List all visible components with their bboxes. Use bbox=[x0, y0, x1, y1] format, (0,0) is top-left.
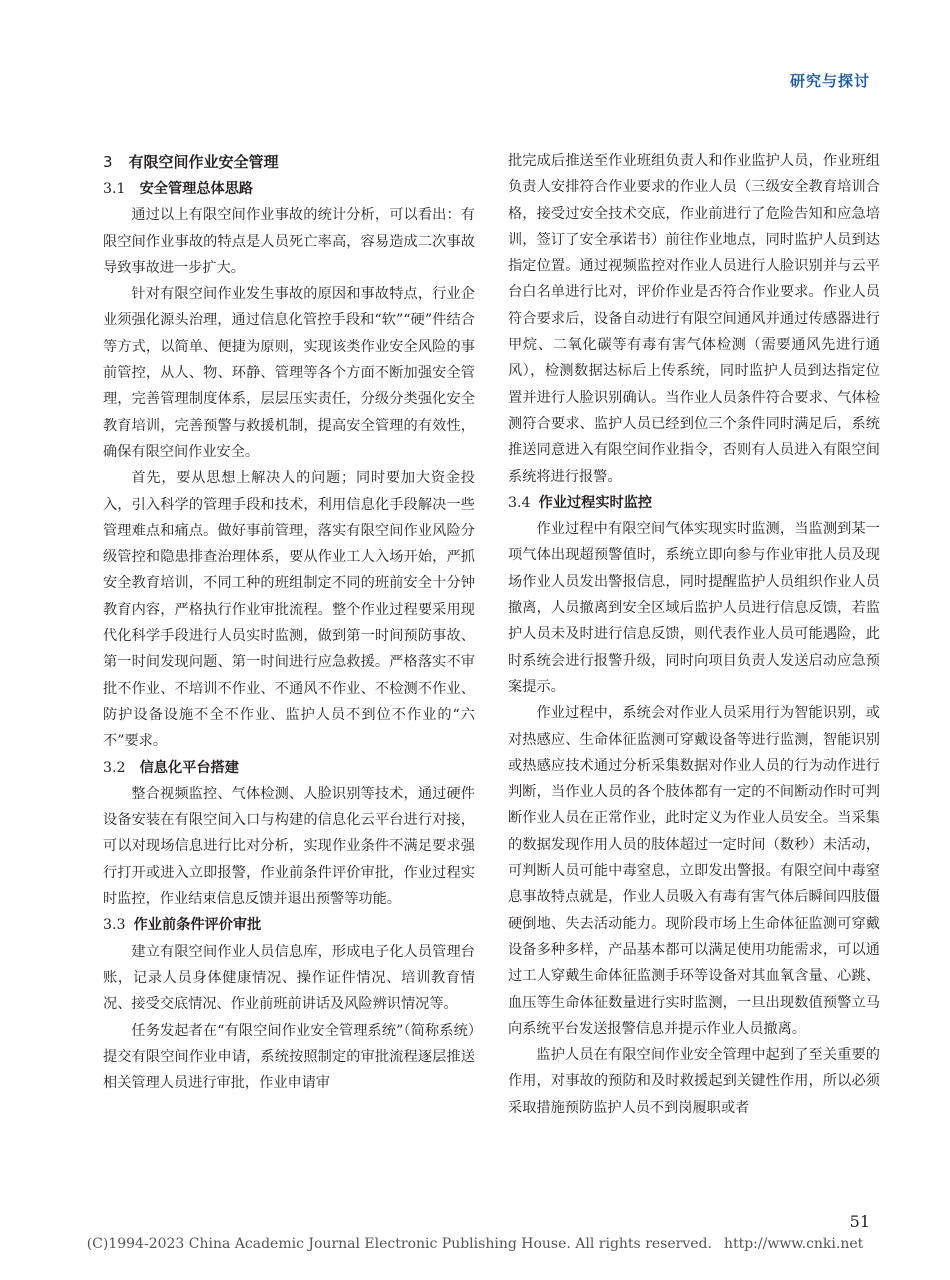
paragraph: 任务发起者在“有限空间作业安全管理系统”（简称系统）提交有限空间作业申请，系统按照制定的审批流程逐层推送相关管理人员进行审批，作业申请审 bbox=[103, 1022, 475, 1092]
subsection-number: 3.3 bbox=[103, 917, 126, 934]
paragraph: 作业过程中有限空间气体实现实时监测，当监测到某一项气体出现超预警值时，系统立即向参与作业审批人员及现场作业人员发出警报信息，同时提醒监护人员组织作业人员撤离，人员撤离到安全区域后监护人员进行信息反馈，若监护人员未及时进行信息反馈，则代表作业人员可能遇险，此时系统会进行报警升级，同时向项目负责人发送启动应急预案提示。 bbox=[508, 521, 880, 695]
paragraph: 建立有限空间作业人员信息库，形成电子化人员管理台账，记录人员身体健康情况、操作证件情况、培训教育情况、接受交底情况、作业前班前讲话及风险辨识情况等。 bbox=[103, 943, 475, 1013]
section-heading-3 bbox=[103, 148, 475, 176]
footer-url[interactable]: http://www.cnki.net bbox=[723, 1236, 864, 1252]
subsection-heading-3-1 bbox=[103, 176, 475, 202]
section-tag: 研究与探讨 bbox=[789, 72, 870, 90]
paragraph: 首先，要从思想上解决人的问题；同时要加大资金投入，引入科学的管理手段和技术，利用信息化手段解决一些管理难点和痛点。做好事前管理，落实有限空间作业风险分级管控和隐患排查治理体系，要从作业工人入场开始，严抓安全教育培训，不同工种的班组制定不同的班前安全十分钟教育内容，严格执行作业审批流程。整个作业过程要采用现代化科学手段进行人员实时监测，做到第一时间预防事故、第一时间发现问题、第一时间进行应急救援。严格落实不审批不作业、不培训不作业、不通风不作业、不检测不作业、防护设备设施不全不作业、监护人员不到位不作业的“六不”要求。 bbox=[103, 470, 475, 750]
page-number: 51 bbox=[849, 1212, 870, 1231]
subsection-heading-3-4 bbox=[508, 490, 880, 516]
right-column bbox=[508, 148, 880, 1121]
left-column bbox=[103, 148, 475, 1096]
copyright-text: (C)1994-2023 China Academic Journal Electronic Publishing House. All rights reserved. bbox=[86, 1236, 712, 1252]
subsection-number: 3.4 bbox=[508, 494, 531, 511]
subsection-heading-3-3 bbox=[103, 912, 475, 938]
subsection-number: 3.1 bbox=[103, 181, 126, 197]
paragraph: 批完成后推送至作业班组负责人和作业监护人员，作业班组负责人安排符合作业要求的作业人员（三级安全教育培训合格，接受过安全技术交底，作业前进行了危险告知和应急培训，签订了安全承诺书）前往作业地点，同时监护人员到达指定位置。通过视频监控对作业人员进行人脸识别并与云平台白名单进行比对，评价作业是否符合作业要求。作业人员符合要求后，设备自动进行有限空间通风并通过传感器进行甲烷、二氧化碳等有毒有害气体检测（需要通风先进行通风），检测数据达标后上传系统，同时监护人员到达指定位置并进行人脸识别确认。当作业人员条件符合要求、气体检测符合要求、监护人员已经到位三个条件同时满足后，系统推送同意进入有限空间作业指令，否则有人员进入有限空间系统将进行报警。 bbox=[508, 153, 880, 485]
subsection-title: 作业过程实时监控 bbox=[538, 494, 653, 511]
copyright-footer bbox=[0, 1236, 950, 1252]
paragraph: 通过以上有限空间作业事故的统计分析，可以看出：有限空间作业事故的特点是人员死亡率高，容易造成二次事故导致事故进一步扩大。 bbox=[103, 207, 475, 276]
subsection-title: 安全管理总体思路 bbox=[139, 181, 254, 197]
paragraph: 针对有限空间作业发生事故的原因和事故特点，行业企业须强化源头治理，通过信息化管控手段和“软”“硬”件结合等方式，以简单、便捷为原则，实现该类作业安全风险的事前管控，从人、物、环静、管理等各个方面不断加强安全管理，完善管理制度体系，层层压实责任，分级分类强化安全教育培训，完善预警与救援机制，提高安全管理的有效性，确保有限空间作业安全。 bbox=[103, 286, 475, 460]
paragraph: 作业过程中，系统会对作业人员采用行为智能识别，或对热感应、生命体征监测可穿戴设备等进行监测，智能识别或热感应技术通过分析采集数据对作业人员的行为动作进行判断，当作业人员的各个肢体都有一定的不间断动作时可判断作业人员在正常作业，此时定义为作业人员安全。当采集的数据发现作用人员的肢体超过一定时间（数秒）未活动，可判断人员可能中毒窒息，立即发出警报。有限空间中毒窒息事故特点就是，作业人员吸入有毒有害气体后瞬间四肢僵硬倒地、失去活动能力。现阶段市场上生命体征监测可穿戴设备多种多样，产品基本都可以满足使用功能需求，可以通过工人穿戴生命体征监测手环等设备对其血氧含量、心跳、血压等生命体征数量进行实时监测，一旦出现数值预警立马向系统平台发送报警信息并提示作业人员撤离。 bbox=[508, 705, 880, 1037]
paragraph: 监护人员在有限空间作业安全管理中起到了至关重要的作用，对事故的预防和及时救援起到关键性作用，所以必须采取措施预防监护人员不到岗履职或者 bbox=[508, 1047, 880, 1116]
paragraph: 整合视频监控、气体检测、人脸识别等技术，通过硬件设备安装在有限空间入口与构建的信息化云平台进行对接，可以对现场信息进行比对分析，实现作业条件不满足要求强行打开或进入立即报警，作业前条件评价审批，作业过程实时监控，作业结束信息反馈并退出预警等功能。 bbox=[103, 785, 475, 908]
subsection-title: 信息化平台搭建 bbox=[139, 759, 239, 776]
subsection-heading-3-2 bbox=[103, 755, 475, 781]
subsection-number: 3.2 bbox=[103, 759, 126, 776]
subsection-title: 作业前条件评价审批 bbox=[133, 917, 262, 934]
section-number: 3 bbox=[103, 153, 113, 171]
section-title: 有限空间作业安全管理 bbox=[128, 153, 279, 171]
